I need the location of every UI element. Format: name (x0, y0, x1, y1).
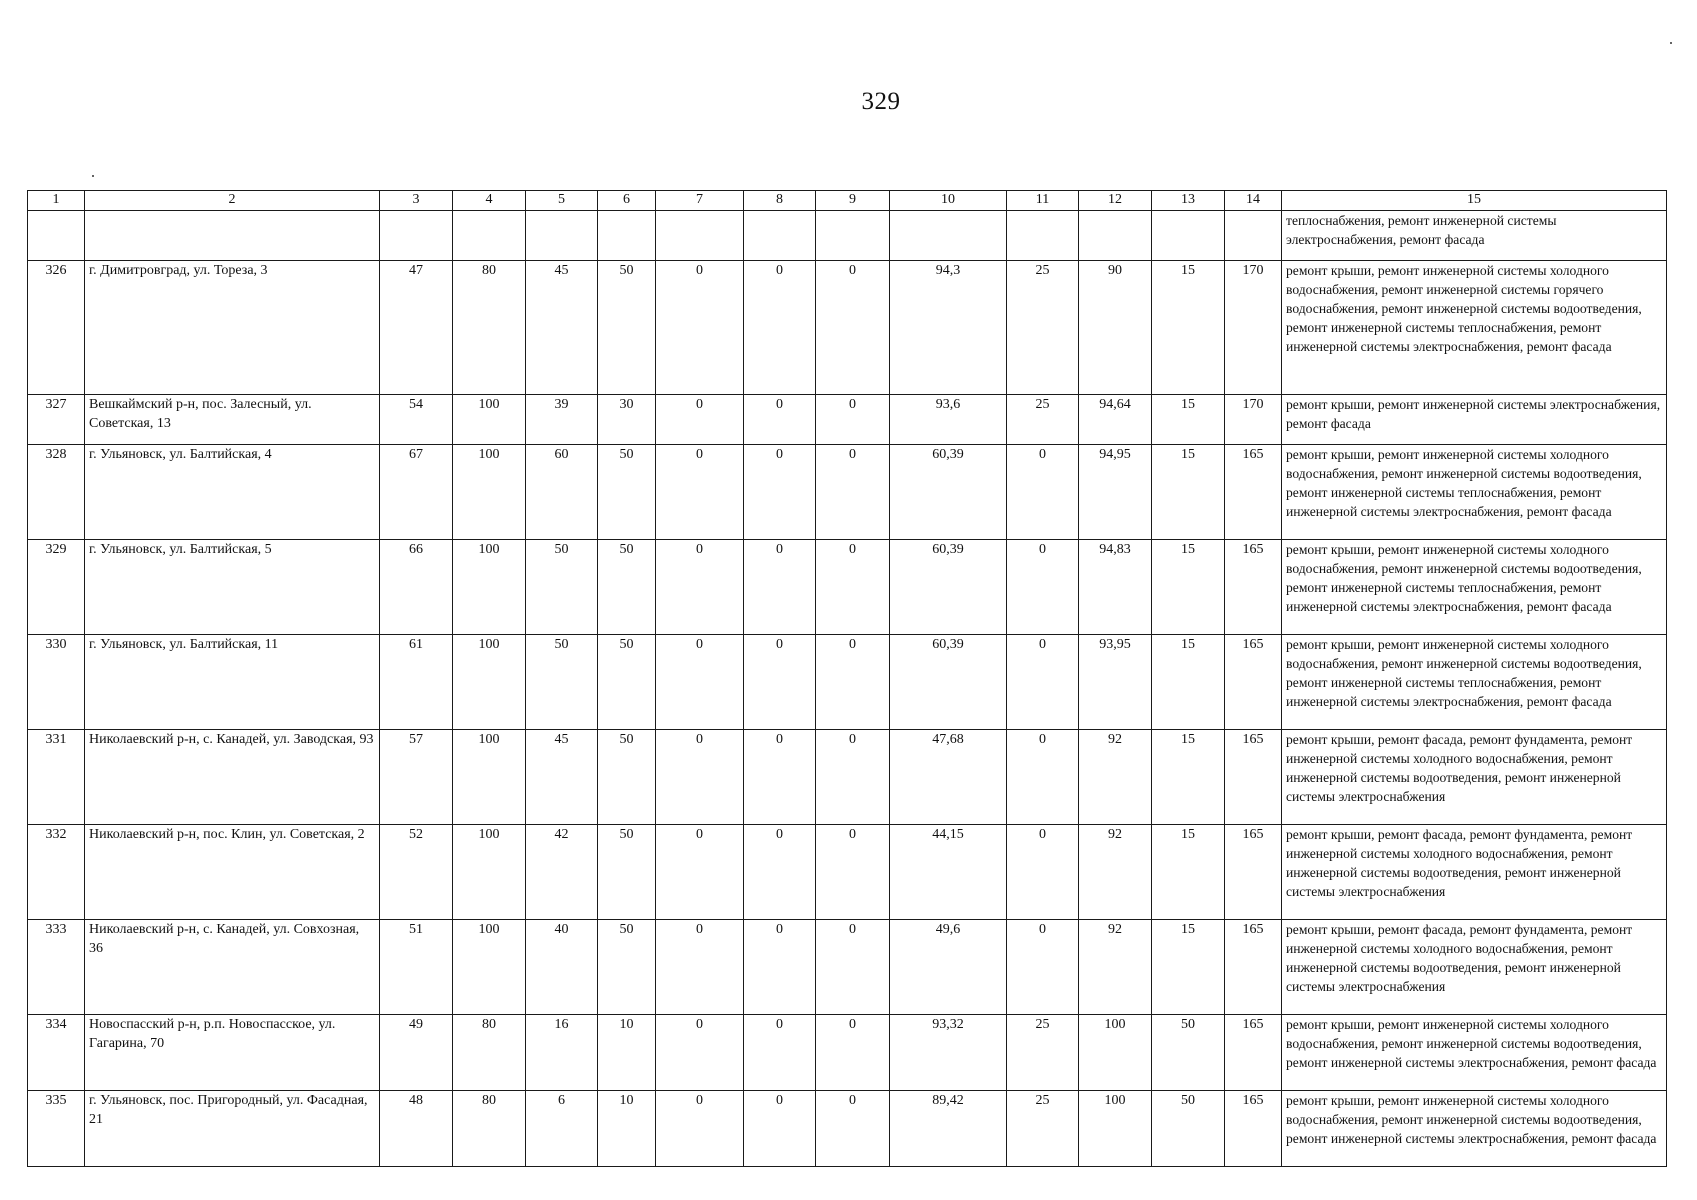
value-cell-c8: 0 (744, 825, 816, 920)
value-cell-c4: 100 (453, 920, 526, 1015)
value-cell-c3: 54 (380, 395, 453, 445)
value-cell-c7: 0 (656, 445, 744, 540)
table-row (28, 1091, 1667, 1167)
value-cell-c14: 170 (1225, 395, 1282, 445)
value-cell-c8: 0 (744, 635, 816, 730)
table-row (28, 395, 1667, 445)
value-cell-c14: 165 (1225, 825, 1282, 920)
value-cell-c9: 0 (816, 445, 890, 540)
value-cell-c5: 40 (526, 920, 598, 1015)
value-cell-c12: 100 (1079, 1091, 1152, 1167)
value-cell-c10: 47,68 (890, 730, 1007, 825)
value-cell-c8: 0 (744, 730, 816, 825)
value-cell-c10: 60,39 (890, 635, 1007, 730)
column-header: 9 (816, 191, 890, 211)
value-cell-c6: 50 (598, 920, 656, 1015)
value-cell-c13: 15 (1152, 635, 1225, 730)
value-cell-c8: 0 (744, 1091, 816, 1167)
value-cell-c10: 93,6 (890, 395, 1007, 445)
column-header: 1 (28, 191, 85, 211)
value-cell-c7: 0 (656, 540, 744, 635)
value-cell-c9: 0 (816, 540, 890, 635)
value-cell-c10: 60,39 (890, 445, 1007, 540)
value-cell-c13: 15 (1152, 445, 1225, 540)
value-cell-c11: 25 (1007, 395, 1079, 445)
column-header: 15 (1282, 191, 1667, 211)
value-cell-c7: 0 (656, 920, 744, 1015)
value-cell-c9: 0 (816, 1091, 890, 1167)
value-cell-c5: 45 (526, 730, 598, 825)
value-cell-c4: 100 (453, 730, 526, 825)
works-cell: ремонт крыши, ремонт инженерной системы холодного водоснабжения, ремонт инженерной системы водоотведения, ремонт инженерной системы теплоснабжения, ремонт инженерной системы электроснабжения, ремонт фасада (1282, 445, 1667, 540)
page-number: 329 (861, 88, 901, 115)
value-cell-c10: 93,32 (890, 1015, 1007, 1091)
value-cell-c11: 0 (1007, 825, 1079, 920)
value-cell-c13: 15 (1152, 825, 1225, 920)
address-cell: Вешкаймский р-н, пос. Залесный, ул. Советская, 13 (85, 395, 380, 445)
table-row (28, 445, 1667, 540)
value-cell-c10: 89,42 (890, 1091, 1007, 1167)
value-cell-c8: 0 (744, 445, 816, 540)
value-cell-c10: 49,6 (890, 920, 1007, 1015)
works-cell: ремонт крыши, ремонт инженерной системы холодного водоснабжения, ремонт инженерной системы водоотведения, ремонт инженерной системы электроснабжения, ремонт фасада (1282, 1015, 1667, 1091)
value-cell-c14: 165 (1225, 1091, 1282, 1167)
row-number-cell: 326 (28, 261, 85, 395)
value-cell-c6: 50 (598, 445, 656, 540)
row-number-cell: 333 (28, 920, 85, 1015)
value-cell-c6: 50 (598, 730, 656, 825)
value-cell-c14: 165 (1225, 540, 1282, 635)
column-header: 6 (598, 191, 656, 211)
table-row (28, 825, 1667, 920)
value-cell-c11: 25 (1007, 1015, 1079, 1091)
column-header: 2 (85, 191, 380, 211)
value-cell-c14: 165 (1225, 920, 1282, 1015)
column-header: 5 (526, 191, 598, 211)
value-cell-c13: 15 (1152, 730, 1225, 825)
row-number-cell: 332 (28, 825, 85, 920)
value-cell-c11: 25 (1007, 1091, 1079, 1167)
value-cell-c6: 50 (598, 825, 656, 920)
table-row (28, 540, 1667, 635)
value-cell-c4: 100 (453, 540, 526, 635)
value-cell-c11: 0 (1007, 920, 1079, 1015)
column-header: 8 (744, 191, 816, 211)
value-cell-c12: 90 (1079, 261, 1152, 395)
value-cell-c12: 92 (1079, 730, 1152, 825)
value-cell-c7: 0 (656, 825, 744, 920)
value-cell-c9: 0 (816, 261, 890, 395)
value-cell-c13: 15 (1152, 261, 1225, 395)
value-cell-c9: 0 (816, 395, 890, 445)
value-cell-c12: 92 (1079, 920, 1152, 1015)
address-cell: г. Димитровград, ул. Тореза, 3 (85, 261, 380, 395)
value-cell-c7: 0 (656, 395, 744, 445)
value-cell-c13: 15 (1152, 920, 1225, 1015)
value-cell-c3: 49 (380, 1015, 453, 1091)
value-cell-c9: 0 (816, 730, 890, 825)
address-cell: Новоспасский р-н, р.п. Новоспасское, ул. Гагарина, 70 (85, 1015, 380, 1091)
value-cell-c5: 50 (526, 635, 598, 730)
value-cell-c12: 94,83 (1079, 540, 1152, 635)
table-row (28, 635, 1667, 730)
value-cell-c7: 0 (656, 1091, 744, 1167)
works-cell: ремонт крыши, ремонт инженерной системы холодного водоснабжения, ремонт инженерной системы водоотведения, ремонт инженерной системы электроснабжения, ремонт фасада (1282, 1091, 1667, 1167)
value-cell-c4: 100 (453, 445, 526, 540)
value-cell-c4: 100 (453, 635, 526, 730)
column-header: 11 (1007, 191, 1079, 211)
row-number-cell: 329 (28, 540, 85, 635)
table-row (28, 1015, 1667, 1091)
value-cell-c10: 44,15 (890, 825, 1007, 920)
column-header: 12 (1079, 191, 1152, 211)
value-cell-c12: 93,95 (1079, 635, 1152, 730)
value-cell-c13: 50 (1152, 1091, 1225, 1167)
value-cell-c12: 92 (1079, 825, 1152, 920)
row-number-cell: 328 (28, 445, 85, 540)
value-cell-c8: 0 (744, 920, 816, 1015)
works-cell: ремонт крыши, ремонт инженерной системы холодного водоснабжения, ремонт инженерной системы водоотведения, ремонт инженерной системы теплоснабжения, ремонт инженерной системы электроснабжения, ремонт фасада (1282, 635, 1667, 730)
value-cell-c13: 15 (1152, 395, 1225, 445)
value-cell-c5: 16 (526, 1015, 598, 1091)
value-cell-c6: 50 (598, 261, 656, 395)
value-cell-c8: 0 (744, 261, 816, 395)
value-cell-c3: 51 (380, 920, 453, 1015)
value-cell-c12: 94,95 (1079, 445, 1152, 540)
value-cell-c14: 165 (1225, 445, 1282, 540)
column-header: 4 (453, 191, 526, 211)
value-cell-c3: 48 (380, 1091, 453, 1167)
value-cell-c3: 66 (380, 540, 453, 635)
value-cell-c9: 0 (816, 635, 890, 730)
value-cell-c7: 0 (656, 261, 744, 395)
value-cell-c7: 0 (656, 730, 744, 825)
address-cell: Николаевский р-н, с. Канадей, ул. Совхозная, 36 (85, 920, 380, 1015)
works-cell: теплоснабжения, ремонт инженерной системы электроснабжения, ремонт фасада (1282, 211, 1667, 261)
value-cell-c9: 0 (816, 1015, 890, 1091)
address-cell: г. Ульяновск, пос. Пригородный, ул. Фасадная, 21 (85, 1091, 380, 1167)
works-cell: ремонт крыши, ремонт фасада, ремонт фундамента, ремонт инженерной системы холодного водоснабжения, ремонт инженерной системы водоотведения, ремонт инженерной системы электроснабжения (1282, 825, 1667, 920)
value-cell-c3: 47 (380, 261, 453, 395)
works-cell: ремонт крыши, ремонт инженерной системы электроснабжения, ремонт фасада (1282, 395, 1667, 445)
address-cell: Николаевский р-н, пос. Клин, ул. Советская, 2 (85, 825, 380, 920)
value-cell-c10: 94,3 (890, 261, 1007, 395)
value-cell-c3: 52 (380, 825, 453, 920)
continuation-row (28, 211, 1667, 261)
column-header: 10 (890, 191, 1007, 211)
value-cell-c14: 165 (1225, 1015, 1282, 1091)
value-cell-c3: 57 (380, 730, 453, 825)
table-row (28, 920, 1667, 1015)
row-number-cell: 330 (28, 635, 85, 730)
value-cell-c8: 0 (744, 540, 816, 635)
value-cell-c6: 10 (598, 1091, 656, 1167)
scan-speck (1670, 42, 1672, 44)
works-cell: ремонт крыши, ремонт инженерной системы холодного водоснабжения, ремонт инженерной системы водоотведения, ремонт инженерной системы теплоснабжения, ремонт инженерной системы электроснабжения, ремонт фасада (1282, 540, 1667, 635)
value-cell-c3: 61 (380, 635, 453, 730)
value-cell-c5: 42 (526, 825, 598, 920)
value-cell-c13: 15 (1152, 540, 1225, 635)
row-number-cell: 331 (28, 730, 85, 825)
value-cell-c5: 39 (526, 395, 598, 445)
address-cell: г. Ульяновск, ул. Балтийская, 5 (85, 540, 380, 635)
value-cell-c5: 45 (526, 261, 598, 395)
value-cell-c4: 80 (453, 1015, 526, 1091)
value-cell-c8: 0 (744, 395, 816, 445)
value-cell-c12: 94,64 (1079, 395, 1152, 445)
value-cell-c14: 165 (1225, 730, 1282, 825)
column-number-row (28, 191, 1667, 211)
value-cell-c11: 25 (1007, 261, 1079, 395)
value-cell-c7: 0 (656, 635, 744, 730)
value-cell-c9: 0 (816, 825, 890, 920)
row-number-cell: 334 (28, 1015, 85, 1091)
value-cell-c6: 50 (598, 540, 656, 635)
value-cell-c10: 60,39 (890, 540, 1007, 635)
value-cell-c13: 50 (1152, 1015, 1225, 1091)
value-cell-c7: 0 (656, 1015, 744, 1091)
works-cell: ремонт крыши, ремонт фасада, ремонт фундамента, ремонт инженерной системы холодного водоснабжения, ремонт инженерной системы водоотведения, ремонт инженерной системы электроснабжения (1282, 730, 1667, 825)
value-cell-c11: 0 (1007, 540, 1079, 635)
scan-speck (92, 175, 94, 177)
row-number-cell: 327 (28, 395, 85, 445)
value-cell-c4: 80 (453, 261, 526, 395)
value-cell-c11: 0 (1007, 635, 1079, 730)
column-header: 14 (1225, 191, 1282, 211)
works-cell: ремонт крыши, ремонт инженерной системы холодного водоснабжения, ремонт инженерной системы горячего водоснабжения, ремонт инженерной системы водоотведения, ремонт инженерной системы теплоснабжения, ремонт инженерной системы электроснабжения, ремонт фасада (1282, 261, 1667, 395)
value-cell-c4: 100 (453, 825, 526, 920)
value-cell-c5: 50 (526, 540, 598, 635)
row-number-cell: 335 (28, 1091, 85, 1167)
value-cell-c11: 0 (1007, 730, 1079, 825)
value-cell-c4: 80 (453, 1091, 526, 1167)
column-header: 7 (656, 191, 744, 211)
column-header: 3 (380, 191, 453, 211)
value-cell-c9: 0 (816, 920, 890, 1015)
value-cell-c8: 0 (744, 1015, 816, 1091)
column-header: 13 (1152, 191, 1225, 211)
value-cell-c4: 100 (453, 395, 526, 445)
value-cell-c12: 100 (1079, 1015, 1152, 1091)
value-cell-c3: 67 (380, 445, 453, 540)
value-cell-c6: 50 (598, 635, 656, 730)
value-cell-c6: 10 (598, 1015, 656, 1091)
address-cell: г. Ульяновск, ул. Балтийская, 11 (85, 635, 380, 730)
value-cell-c11: 0 (1007, 445, 1079, 540)
value-cell-c5: 60 (526, 445, 598, 540)
value-cell-c14: 165 (1225, 635, 1282, 730)
value-cell-c5: 6 (526, 1091, 598, 1167)
address-cell: г. Ульяновск, ул. Балтийская, 4 (85, 445, 380, 540)
table-row (28, 261, 1667, 395)
works-cell: ремонт крыши, ремонт фасада, ремонт фундамента, ремонт инженерной системы холодного водоснабжения, ремонт инженерной системы водоотведения, ремонт инженерной системы электроснабжения (1282, 920, 1667, 1015)
value-cell-c14: 170 (1225, 261, 1282, 395)
housing-repair-table (27, 190, 1667, 1167)
table-row (28, 730, 1667, 825)
address-cell: Николаевский р-н, с. Канадей, ул. Заводская, 93 (85, 730, 380, 825)
value-cell-c6: 30 (598, 395, 656, 445)
